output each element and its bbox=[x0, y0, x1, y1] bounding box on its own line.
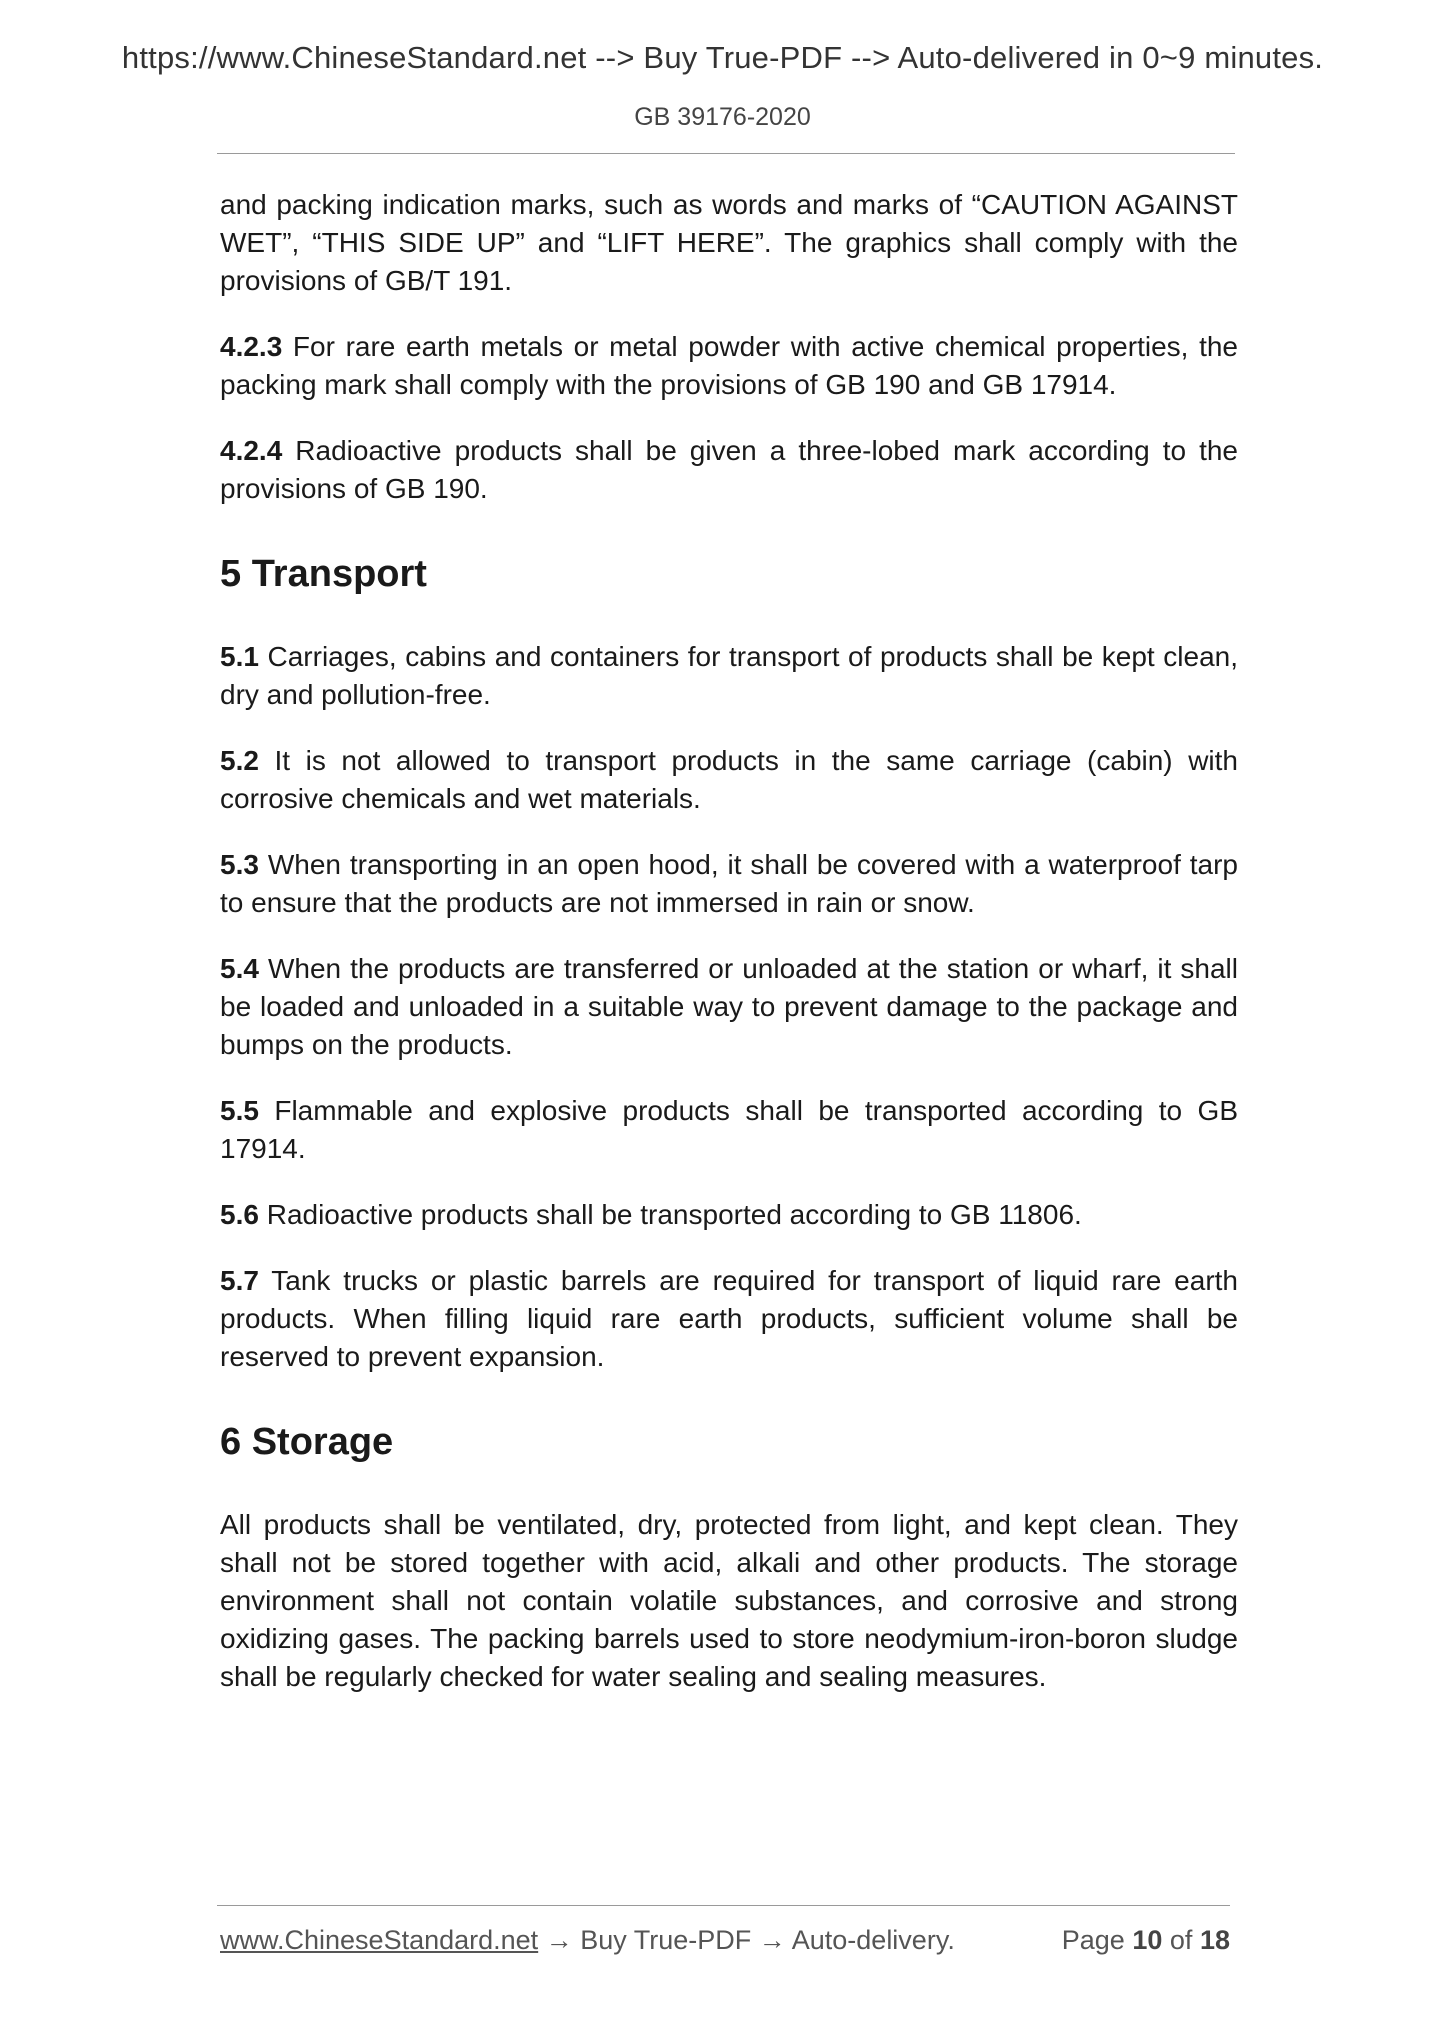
clause-number: 5.6 bbox=[220, 1199, 259, 1230]
clause-text: Flammable and explosive products shall be transported according to GB 17914. bbox=[220, 1095, 1238, 1164]
section-5-heading: 5 Transport bbox=[220, 553, 427, 595]
clause-text: Radioactive products shall be given a three-lobed mark according to the provisions of GB 190. bbox=[220, 435, 1238, 504]
footer-tagline: → Buy True-PDF → Auto-delivery. bbox=[538, 1925, 955, 1955]
page-current: 10 bbox=[1132, 1925, 1163, 1955]
page-indicator bbox=[1062, 1925, 1230, 1956]
clause-number: 5.2 bbox=[220, 745, 259, 776]
storage-paragraph: All products shall be ventilated, dry, protected from light, and kept clean. They shall not be stored together with acid, alkali and other products. The storage environment shall not contain volatile substances, and corrosive and strong oxidizing gases. The packing barrels used to store neodymium-iron-boron sludge shall be regularly checked for water sealing and sealing measures. bbox=[220, 1509, 1238, 1692]
clause-text: Tank trucks or plastic barrels are required for transport of liquid rare earth products. When filling liquid rare earth products, sufficient volume shall be reserved to prevent expansion. bbox=[220, 1265, 1238, 1372]
page-footer bbox=[220, 1925, 1230, 1956]
clause-text: When the products are transferred or unloaded at the station or wharf, it shall be loaded and unloaded in a suitable way to prevent damage to the package and bumps on the products. bbox=[220, 953, 1238, 1060]
clause-number: 5.7 bbox=[220, 1265, 259, 1296]
clause-text: Radioactive products shall be transported according to GB 11806. bbox=[258, 1199, 1082, 1230]
clause-number: 4.2.4 bbox=[220, 435, 283, 466]
clause-number: 5.3 bbox=[220, 849, 259, 880]
clause-5-5 bbox=[220, 1092, 1238, 1168]
clause-5-6 bbox=[220, 1196, 1238, 1234]
clause-text: Carriages, cabins and containers for transport of products shall be kept clean, dry and pollution-free. bbox=[220, 641, 1238, 710]
clause-number: 5.1 bbox=[220, 641, 259, 672]
header-divider bbox=[217, 153, 1235, 154]
clause-text: It is not allowed to transport products in the same carriage (cabin) with corrosive chemicals and wet materials. bbox=[220, 745, 1238, 814]
clause-5-7 bbox=[220, 1262, 1238, 1376]
section-6-heading: 6 Storage bbox=[220, 1421, 394, 1463]
standard-code: GB 39176-2020 bbox=[634, 103, 811, 131]
top-banner: https://www.ChineseStandard.net --> Buy True-PDF --> Auto-delivered in 0~9 minutes. bbox=[121, 40, 1324, 75]
clause-5-3 bbox=[220, 846, 1238, 922]
footer-divider bbox=[217, 1905, 1230, 1906]
clause-number: 5.4 bbox=[220, 953, 259, 984]
clause-number: 5.5 bbox=[220, 1095, 259, 1126]
clause-text: When transporting in an open hood, it shall be covered with a waterproof tarp to ensure that the products are not immersed in rain or snow. bbox=[220, 849, 1238, 918]
clause-5-1 bbox=[220, 638, 1238, 714]
page-content bbox=[220, 186, 1238, 1724]
page-total: 18 bbox=[1199, 1925, 1230, 1955]
page-label: Page bbox=[1061, 1925, 1125, 1955]
paragraph-continuation: and packing indication marks, such as words and marks of “CAUTION AGAINST WET”, “THIS SIDE UP” and “LIFT HERE”. The graphics shall comply with the provisions of GB/T 191. bbox=[220, 189, 1238, 296]
clause-4-2-3 bbox=[220, 328, 1238, 404]
clause-4-2-4 bbox=[220, 432, 1238, 508]
footer-website-link[interactable]: www.ChineseStandard.net bbox=[220, 1925, 539, 1955]
clause-5-4 bbox=[220, 950, 1238, 1064]
clause-5-2 bbox=[220, 742, 1238, 818]
clause-number: 4.2.3 bbox=[220, 331, 283, 362]
clause-text: For rare earth metals or metal powder with active chemical properties, the packing mark shall comply with the provisions of GB 190 and GB 17914. bbox=[220, 331, 1238, 400]
of-label: of bbox=[1169, 1925, 1193, 1955]
